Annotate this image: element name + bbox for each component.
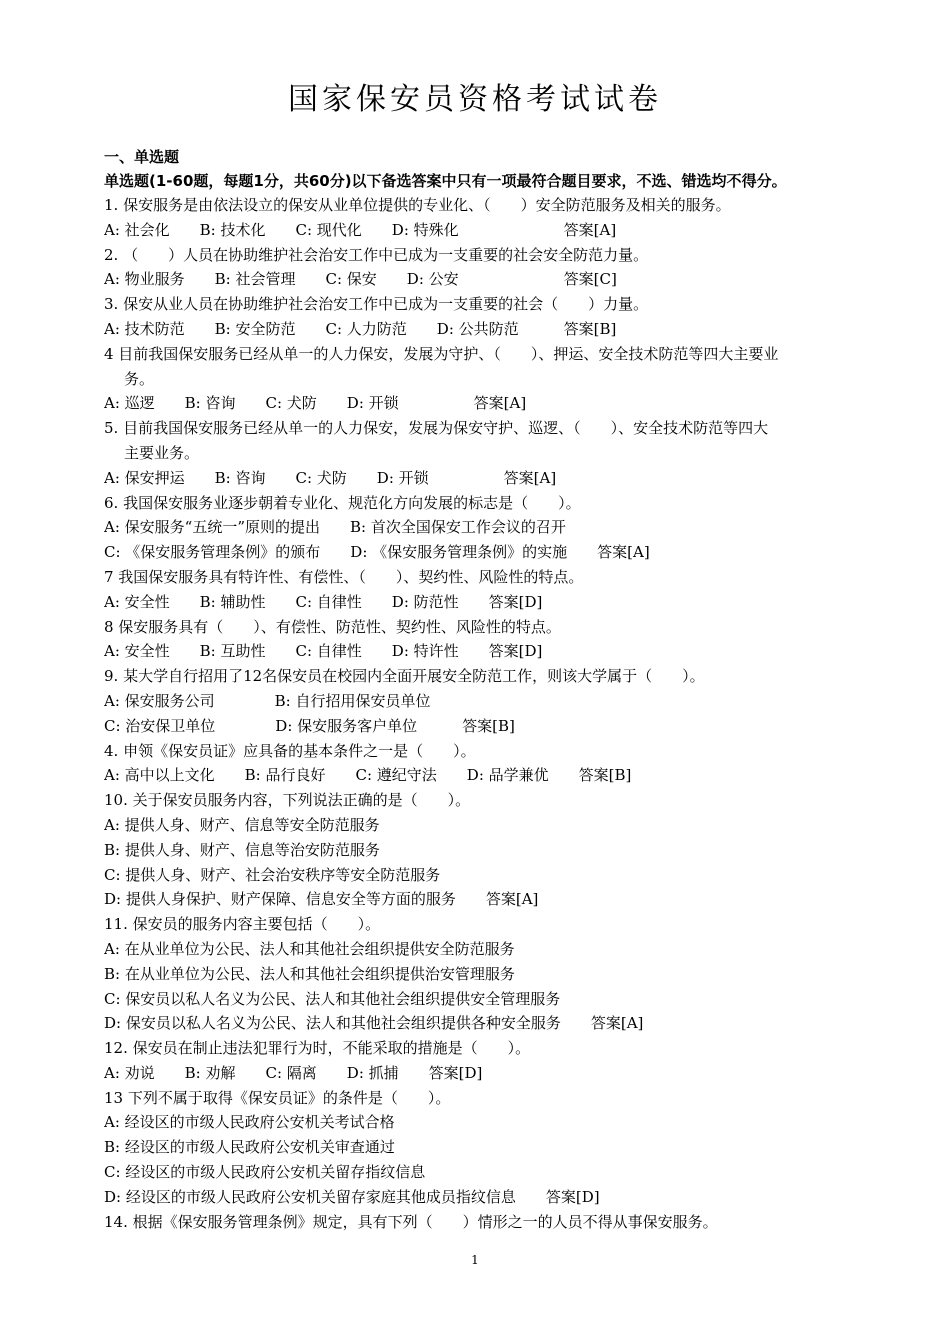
instruction-text: 单选题(1-60题，每题1分，共60分)以下备选答案中只有一项最符合题目要求，不选、错选均不得分。: [104, 172, 787, 190]
text-line: A: 提供人身、财产、信息等安全防范服务: [104, 815, 380, 834]
question-list: [104, 193, 856, 1234]
text-line: 13 下列不属于取得《保安员证》的条件是（ ）。: [104, 1088, 451, 1107]
text-line: D: 保安员以私人名义为公民、法人和其他社会组织提供各种安全服务 答案[A]: [104, 1014, 644, 1033]
text-line: C: 保安员以私人名义为公民、法人和其他社会组织提供安全管理服务: [104, 989, 561, 1008]
text-line: 1. 保安服务是由依法设立的保安从业单位提供的专业化、（ ）安全防范服务及相关的服务。: [104, 196, 731, 214]
text-line: A: 高中以上文化 B: 品行良好 C: 遵纪守法 D: 品学兼优 答案[B]: [104, 766, 632, 785]
text-line: 4 目前我国保安服务已经从单一的人力保安，发展为守护、（ ）、押运、安全技术防范等四大主要业: [104, 344, 779, 363]
text-line: 5. 目前我国保安服务已经从单一的人力保安，发展为保安守护、巡逻、（ ）、安全技术防范等四大: [104, 419, 769, 438]
text-line: B: 提供人身、财产、信息等治安防范服务: [104, 840, 380, 859]
text-line: 4. 申领《保安员证》应具备的基本条件之一是（ ）。: [104, 741, 476, 760]
text-line: 8 保安服务具有（ ）、有偿性、防范性、契约性、风险性的特点。: [104, 617, 561, 636]
text-line: 2. （ ）人员在协助维护社会治安工作中已成为一支重要的社会安全防范力量。: [104, 245, 649, 264]
text-line: D: 经设区的市级人民政府公安机关留存家庭其他成员指纹信息 答案[D]: [104, 1187, 600, 1206]
section-heading: 一、单选题: [104, 148, 180, 166]
text-line: 务。: [124, 369, 155, 388]
text-line: A: 保安服务“五统一”原则的提出 B: 首次全国保安工作会议的召开: [104, 518, 566, 537]
text-line: C: 《保安服务管理条例》的颁布 D: 《保安服务管理条例》的实施 答案[A]: [104, 543, 650, 562]
text-line: A: 经设区的市级人民政府公安机关考试合格: [104, 1113, 395, 1132]
text-line: B: 在从业单位为公民、法人和其他社会组织提供治安管理服务: [104, 964, 515, 983]
text-line: C: 提供人身、财产、社会治安秩序等安全防范服务: [104, 865, 441, 884]
text-line: 10. 关于保安员服务内容，下列说法正确的是（ ）。: [104, 791, 471, 810]
page-title: 国家保安员资格考试试卷: [288, 82, 662, 117]
text-line: 14. 根据《保安服务管理条例》规定，具有下列（ ）情形之一的人员不得从事保安服务。: [104, 1212, 718, 1231]
text-line: 9. 某大学自行招用了12名保安员在校园内全面开展安全防范工作，则该大学属于（ ）。: [104, 667, 705, 686]
text-line: D: 提供人身保护、财产保障、信息安全等方面的服务 答案[A]: [104, 890, 539, 909]
text-line: 3. 保安从业人员在协助维护社会治安工作中已成为一支重要的社会（ ）力量。: [104, 295, 649, 314]
text-line: A: 保安押运 B: 咨询 C: 犬防 D: 开锁 答案[A]: [104, 468, 557, 487]
page-number: 1: [471, 1253, 479, 1267]
text-line: A: 安全性 B: 互助性 C: 自律性 D: 特许性 答案[D]: [104, 642, 543, 661]
text-line: C: 治安保卫单位 D: 保安服务客户单位 答案[B]: [104, 716, 515, 735]
text-line: A: 技术防范 B: 安全防范 C: 人力防范 D: 公共防范 答案[B]: [104, 319, 617, 338]
text-line: A: 物业服务 B: 社会管理 C: 保安 D: 公安 答案[C]: [104, 270, 617, 289]
text-line: 12. 保安员在制止违法犯罪行为时，不能采取的措施是（ ）。: [104, 1039, 531, 1058]
text-line: A: 巡逻 B: 咨询 C: 犬防 D: 开锁 答案[A]: [104, 394, 527, 413]
text-line: 11. 保安员的服务内容主要包括（ ）。: [104, 915, 381, 934]
text-line: A: 安全性 B: 辅助性 C: 自律性 D: 防范性 答案[D]: [104, 592, 543, 611]
text-line: A: 在从业单位为公民、法人和其他社会组织提供安全防范服务: [104, 939, 515, 958]
text-line: A: 劝说 B: 劝解 C: 隔离 D: 抓捕 答案[D]: [104, 1063, 483, 1082]
text-line: 6. 我国保安服务业逐步朝着专业化、规范化方向发展的标志是（ ）。: [104, 493, 581, 512]
text-line: 7 我国保安服务具有特许性、有偿性、（ ）、契约性、风险性的特点。: [104, 567, 584, 586]
text-line: C: 经设区的市级人民政府公安机关留存指纹信息: [104, 1163, 426, 1182]
text-line: B: 经设区的市级人民政府公安机关审查通过: [104, 1138, 395, 1157]
text-line: A: 保安服务公司 B: 自行招用保安员单位: [104, 691, 431, 710]
text-line: 主要业务。: [124, 443, 200, 462]
text-line: A: 社会化 B: 技术化 C: 现代化 D: 特殊化 答案[A]: [104, 220, 617, 239]
